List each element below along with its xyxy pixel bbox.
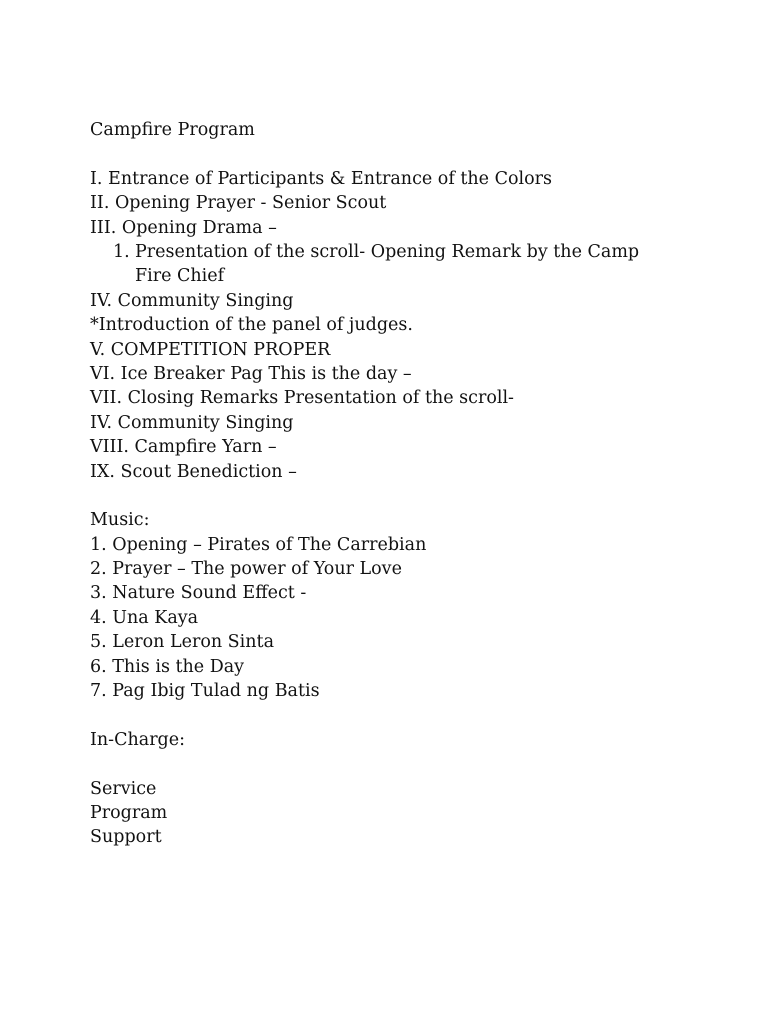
document-title: Campfire Program: [90, 120, 255, 140]
in-charge-item: Service: [90, 778, 157, 799]
music-heading: Music:: [90, 510, 150, 531]
sub-item-text: Presentation of the scroll- Opening Remark by the Camp Fire Chief: [135, 241, 640, 287]
program-item: II. Opening Prayer - Senior Scout: [90, 193, 387, 214]
program-item: IV. Community Singing: [90, 290, 294, 311]
sub-item-number: 1.: [113, 241, 130, 262]
music-item: 5. Leron Leron Sinta: [90, 632, 275, 653]
document-page: [90, 118, 730, 850]
music-item: 1. Opening – Pirates of The Carrebian: [90, 534, 427, 555]
spacer: [90, 142, 730, 166]
music-item: 7. Pag Ibig Tulad ng Batis: [90, 681, 320, 702]
program-sub-item: [90, 240, 730, 289]
in-charge-item: Program: [90, 802, 168, 823]
program-item: VII. Closing Remarks Presentation of the scroll-: [90, 388, 514, 409]
spacer: [90, 484, 730, 508]
music-item: 2. Prayer – The power of Your Love: [90, 559, 402, 580]
in-charge-heading: In-Charge:: [90, 729, 186, 750]
program-item: III. Opening Drama –: [90, 217, 277, 238]
program-item: VI. Ice Breaker Pag This is the day –: [90, 363, 412, 384]
program-item: IX. Scout Benediction –: [90, 461, 297, 482]
program-item: V. COMPETITION PROPER: [90, 339, 331, 360]
spacer: [90, 752, 730, 776]
spacer: [90, 703, 730, 727]
program-item: I. Entrance of Participants & Entrance of the Colors: [90, 168, 552, 189]
program-item: VIII. Campfire Yarn –: [90, 437, 277, 458]
program-item: *Introduction of the panel of judges.: [90, 315, 413, 336]
in-charge-item: Support: [90, 827, 162, 848]
music-item: 6. This is the Day: [90, 656, 245, 677]
music-item: 3. Nature Sound Effect -: [90, 583, 307, 604]
program-item: IV. Community Singing: [90, 412, 294, 433]
music-item: 4. Una Kaya: [90, 607, 199, 628]
